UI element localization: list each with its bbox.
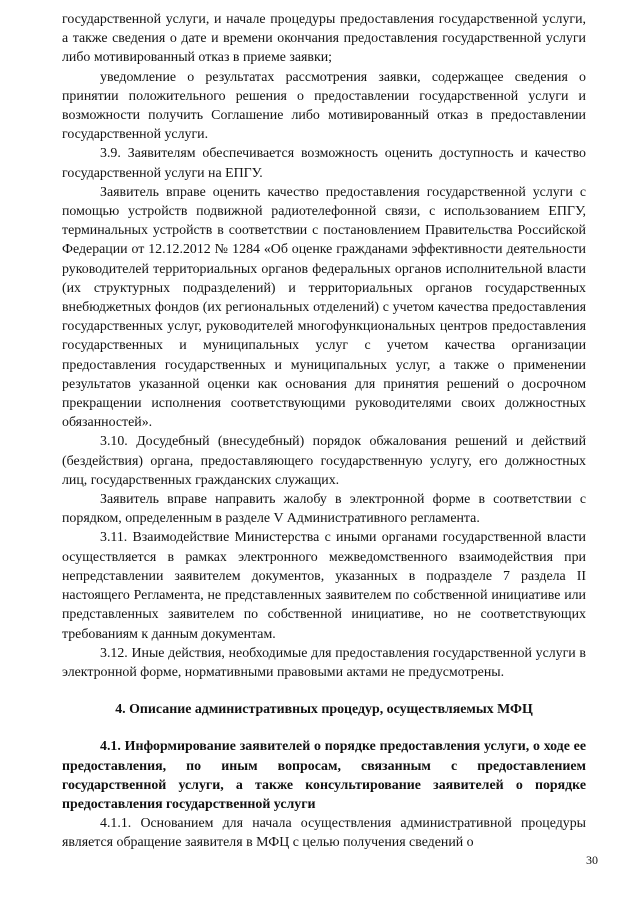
paragraph-3-12: 3.12. Иные действия, необходимые для предоставления государственной услуги в электронной форме, нормативными правовыми актами не предусмотрены.	[62, 645, 586, 680]
subsection-heading-4-1: 4.1. Информирование заявителей о порядке предоставления услуги, о ходе ее предоставления, по иным вопросам, связанным с предоставлением государственной услуги, а также консультирование заявителей о порядке предоставления государственной услуги	[62, 739, 586, 812]
paragraph-complaint: Заявитель вправе направить жалобу в электронной форме в соответствии с порядком, определенным в разделе V Административного регламента.	[62, 492, 586, 527]
paragraph-quality-evaluation: Заявитель вправе оценить качество предоставления государственной услуги с помощью устройств подвижной радиотелефонной связи, с использованием ЕПГУ, терминальных устройств в соответствии с постановлением Правительства Российской Федерации от 12.12.2012 № 1284 «Об оценке гражданами эффективности деятельности руководителей территориальных органов федеральных органов исполнительной власти (их структурных подразделений) и территориальных органов государственных внебюджетных фондов (их региональных отделений) с учетом качества предоставления государственных услуг, руководителей многофункциональных центров предоставления государственных и муниципальных услуг с учетом качества организации предоставления государственных и муниципальных услуг, а также о применении результатов указанной оценки как основания для принятия решений о досрочном прекращении исполнения соответствующими руководителями своих должностных обязанностей».	[62, 184, 586, 431]
page-number: 30	[586, 853, 598, 867]
paragraph-3-9: 3.9. Заявителям обеспечивается возможность оценить доступность и качество государственной услуги на ЕПГУ.	[62, 146, 586, 181]
paragraph-4-1-1: 4.1.1. Основанием для начала осуществления административной процедуры является обращение заявителя в МФЦ с целью получения сведений о	[62, 816, 586, 851]
section-heading-4: 4. Описание административных процедур, осуществляемых МФЦ	[115, 702, 533, 718]
document-page	[62, 10, 586, 853]
paragraph-continuation: государственной услуги, и начале процедуры предоставления государственной услуги, а также сведения о дате и времени окончания предоставления государственной услуги либо мотивированный отказ в приеме заявки;	[62, 12, 586, 66]
paragraph-notification: уведомление о результатах рассмотрения заявки, содержащее сведения о принятии положительного решения о предоставлении государственной услуги и возможности получить Соглашение либо мотивированный отказ в предоставлении государственной услуги.	[62, 69, 586, 143]
paragraph-3-11: 3.11. Взаимодействие Министерства с иными органами государственной власти осуществляется в рамках электронного межведомственного взаимодействия при непредставлении заявителем документов, указанных в подразделе 7 раздела II настоящего Регламента, не представленных заявителем по собственной инициативе или представленных заявителем по собственной инициативе, но не соответствующих требованиям к данным документам.	[62, 530, 586, 642]
paragraph-3-10: 3.10. Досудебный (внесудебный) порядок обжалования решений и действий (бездействия) органа, предоставляющего государственную услугу, его должностных лиц, государственных гражданских служащих.	[62, 434, 586, 488]
